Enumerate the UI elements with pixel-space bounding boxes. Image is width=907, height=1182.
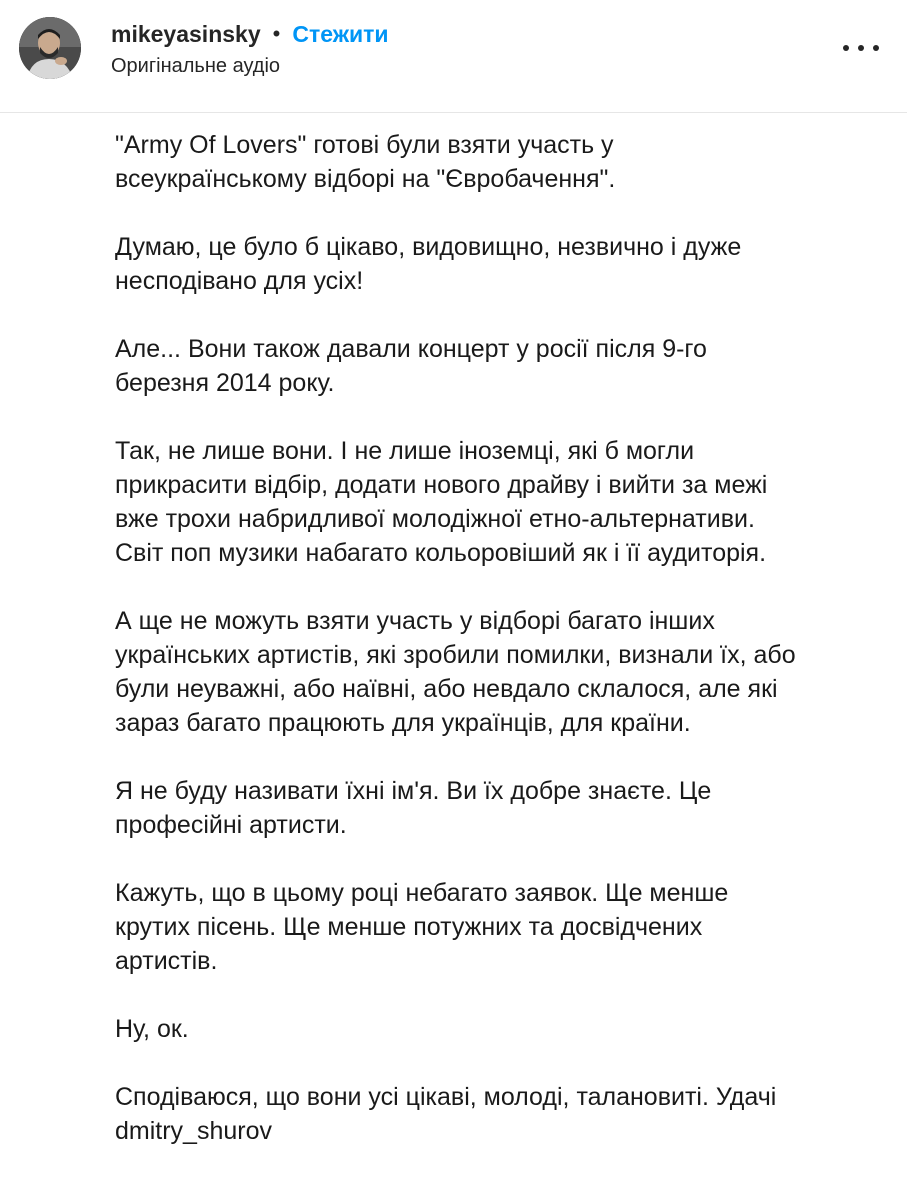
caption-line: вже трохи набридливої молодіжної етно-альтернативи. bbox=[115, 505, 755, 533]
caption-line: професійні артисти. bbox=[115, 811, 347, 839]
user-line bbox=[111, 19, 389, 49]
caption-line: Думаю, це було б цікаво, видовищно, незвично і дуже bbox=[115, 233, 742, 261]
caption-line: всеукраїнському відборі на "Євробачення". bbox=[115, 165, 616, 193]
avatar[interactable] bbox=[19, 17, 81, 79]
mention-link[interactable]: dmitry_shurov bbox=[115, 1117, 272, 1145]
caption-line: А ще не можуть взяти участь у відборі багато інших bbox=[115, 607, 715, 635]
more-dot bbox=[873, 45, 879, 51]
more-dot bbox=[858, 45, 864, 51]
separator-dot: • bbox=[272, 21, 281, 46]
caption-paragraph bbox=[115, 774, 895, 842]
caption-paragraph bbox=[115, 604, 895, 740]
caption-line: Світ поп музики набагато кольоровіший як і її аудиторія. bbox=[115, 539, 767, 567]
caption-line: Але... Вони також давали концерт у росії після 9-го bbox=[115, 335, 707, 363]
caption-line: Ну, ок. bbox=[115, 1015, 189, 1043]
caption-line: березня 2014 року. bbox=[115, 369, 335, 397]
caption-line: крутих пісень. Ще менше потужних та досвідчених bbox=[115, 913, 703, 941]
post-caption bbox=[115, 128, 895, 1182]
caption-line: українських артистів, які зробили помилки, визнали їх, або bbox=[115, 641, 796, 669]
caption-paragraph bbox=[115, 1012, 895, 1046]
caption-paragraph bbox=[115, 230, 895, 298]
caption-line: Я не буду називати їхні ім'я. Ви їх добре знаєте. Це bbox=[115, 777, 712, 805]
caption-line: зараз багато працюють для українців, для країни. bbox=[115, 709, 691, 737]
avatar-photo bbox=[19, 17, 81, 79]
caption-paragraph bbox=[115, 876, 895, 978]
caption-paragraph bbox=[115, 1080, 895, 1148]
username-link[interactable]: mikeyasinsky bbox=[111, 20, 261, 47]
caption-line: Сподіваюся, що вони усі цікаві, молоді, талановиті. Удачі bbox=[115, 1083, 777, 1111]
caption-line: "Army Of Lovers" готові були взяти участь у bbox=[115, 131, 614, 159]
more-options-icon[interactable] bbox=[843, 36, 879, 60]
follow-button[interactable]: Стежити bbox=[292, 20, 389, 47]
caption-paragraph bbox=[115, 434, 895, 570]
original-audio-link[interactable]: Оригінальне аудіо bbox=[111, 55, 281, 77]
caption-line: несподівано для усіх! bbox=[115, 267, 364, 295]
caption-line: Кажуть, що в цьому році небагато заявок. Ще менше bbox=[115, 879, 729, 907]
caption-paragraph bbox=[115, 332, 895, 400]
caption-line: були неуважні, або наївні, або невдало склалося, але які bbox=[115, 675, 778, 703]
caption-line: артистів. bbox=[115, 947, 218, 975]
caption-line: прикрасити відбір, додати нового драйву і вийти за межі bbox=[115, 471, 768, 499]
post-header bbox=[0, 0, 907, 113]
caption-paragraph bbox=[115, 128, 895, 196]
more-dot bbox=[843, 45, 849, 51]
caption-line: Так, не лише вони. І не лише іноземці, які б могли bbox=[115, 437, 695, 465]
